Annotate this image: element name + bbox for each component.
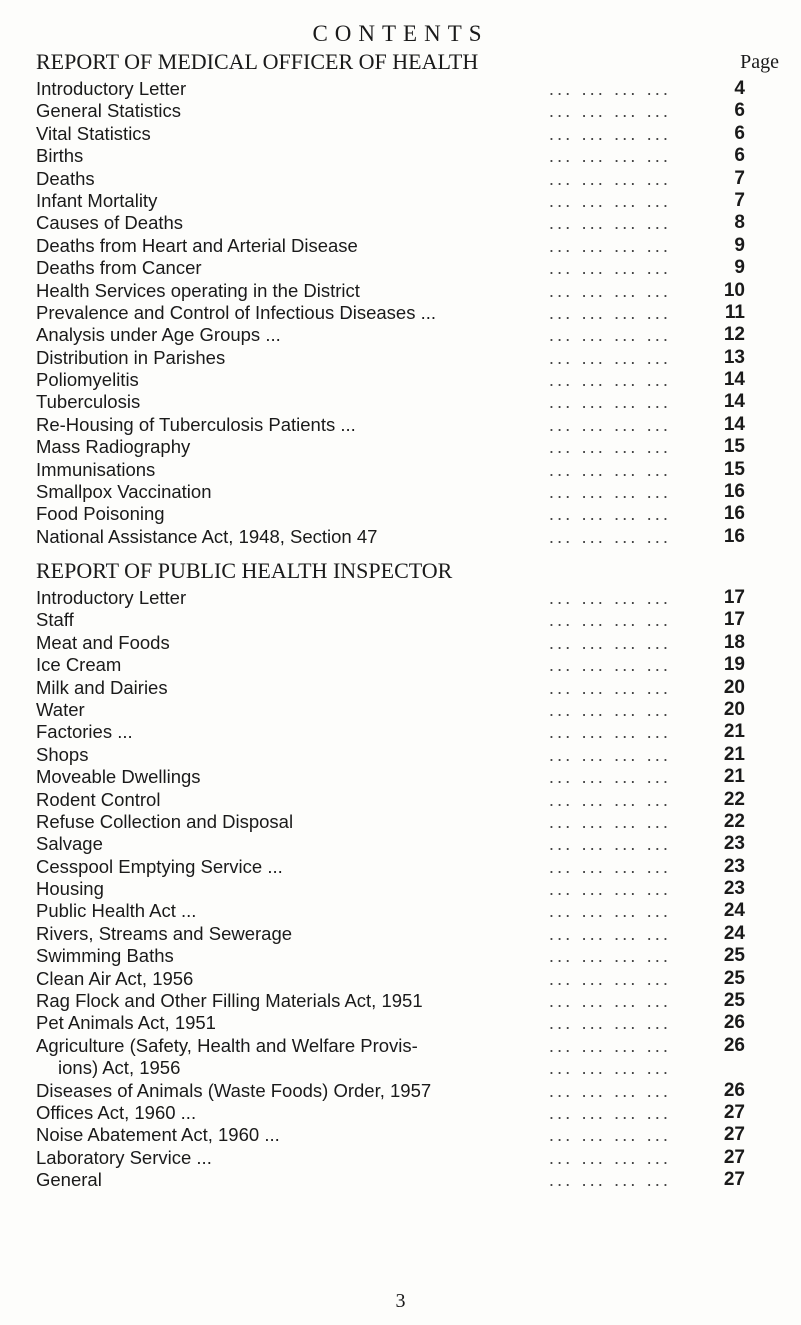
toc-entry: [36, 878, 745, 900]
toc-entry-page-number: 17: [723, 587, 745, 608]
toc-entry-label: Rodent Control: [36, 789, 166, 811]
toc-entry-page-number: 7: [734, 167, 745, 189]
leader-dots: ... ... ... ...: [548, 525, 671, 547]
toc-entry: [36, 413, 745, 436]
toc-entry-label: Refuse Collection and Disposal: [36, 811, 299, 833]
toc-entry-page-number: 16: [723, 525, 745, 547]
toc-entry-page-number: 24: [723, 922, 745, 944]
leader-dots: ... ... ... ...: [548, 788, 671, 810]
toc-entry-page-number: 10: [723, 279, 745, 301]
page-title: CONTENTS: [312, 21, 489, 46]
leader-dots: ... ... ... ...: [548, 1079, 671, 1101]
toc-entry: [36, 301, 745, 324]
public-health-inspector-entries: [36, 587, 745, 1192]
leader-dots: ... ... ... ...: [548, 1034, 671, 1056]
toc-entry-page-number: 6: [734, 122, 745, 144]
toc-entry: [36, 324, 745, 346]
toc-entry: [36, 481, 745, 503]
toc-entry: [36, 743, 745, 766]
toc-entry: [36, 631, 745, 654]
toc-entry: [36, 1012, 745, 1034]
toc-entry-page-number: 27: [723, 1169, 745, 1191]
leader-dots: ... ... ... ...: [548, 1146, 671, 1168]
toc-entry: [36, 458, 745, 481]
toc-entry-page-number: 23: [723, 855, 745, 877]
toc-entry: [36, 609, 745, 631]
toc-entry-page-number: 22: [723, 788, 745, 810]
toc-entry-page-number: 25: [723, 990, 745, 1012]
toc-entry-label: Swimming Baths: [36, 945, 180, 967]
toc-entry-label: Rag Flock and Other Filling Materials Act, 1951: [36, 990, 429, 1012]
toc-entry: [36, 212, 745, 234]
toc-entry: [36, 810, 745, 833]
toc-entry-page-number: 25: [723, 945, 745, 967]
toc-entry-page-number: 26: [723, 1034, 745, 1056]
leader-dots: ... ... ... ...: [548, 346, 671, 368]
toc-entry: [36, 279, 745, 302]
toc-entry: [36, 855, 745, 878]
toc-entry-label: Salvage: [36, 833, 109, 855]
toc-entry: [36, 654, 745, 676]
toc-entry-page-number: 27: [723, 1146, 745, 1168]
leader-dots: ... ... ... ...: [548, 878, 671, 900]
toc-entry-label: Vital Statistics: [36, 123, 157, 145]
toc-entry-page-number: 27: [723, 1124, 745, 1146]
toc-entry: [36, 1034, 745, 1057]
toc-entry-page-number: 9: [734, 257, 745, 279]
toc-entry-label: Introductory Letter: [36, 587, 192, 609]
toc-entry: [36, 900, 745, 922]
leader-dots: ... ... ... ...: [548, 654, 671, 676]
toc-entry-label: Ice Cream: [36, 654, 127, 676]
toc-entry: [36, 766, 745, 788]
toc-entry-page-number: 12: [723, 324, 745, 346]
toc-entry-label: Analysis under Age Groups ...: [36, 324, 287, 346]
toc-entry-label: Meat and Foods: [36, 632, 176, 654]
toc-entry: [36, 346, 745, 369]
toc-entry: [36, 78, 745, 100]
toc-entry-label: Offices Act, 1960 ...: [36, 1102, 202, 1124]
toc-entry-label: Clean Air Act, 1956: [36, 968, 199, 990]
toc-entry: [36, 698, 745, 721]
leader-dots: ... ... ... ...: [548, 391, 671, 413]
toc-entry: [36, 257, 745, 279]
toc-entry-page-number: 14: [723, 391, 745, 413]
toc-entry: [36, 788, 745, 811]
toc-entry-label: General: [36, 1169, 108, 1191]
toc-entry-label: Distribution in Parishes: [36, 347, 231, 369]
toc-entry: [36, 100, 745, 122]
toc-entry-page-number: 24: [723, 900, 745, 922]
toc-entry-label: Food Poisoning: [36, 503, 171, 525]
toc-entry: [36, 525, 745, 548]
toc-entry-label: Rivers, Streams and Sewerage: [36, 923, 298, 945]
toc-entry-label: General Statistics: [36, 100, 187, 122]
leader-dots: ... ... ... ...: [548, 698, 671, 720]
toc-entry: [36, 1169, 745, 1191]
toc-entry-label: Agriculture (Safety, Health and Welfare Provis-: [36, 1035, 424, 1057]
toc-entry-label: Laboratory Service ...: [36, 1147, 218, 1169]
toc-entry-page-number: 20: [723, 676, 745, 698]
toc-entry-page-number: 15: [723, 458, 745, 480]
toc-entry-label: Public Health Act ...: [36, 900, 202, 922]
toc-entry-page-number: 14: [723, 369, 745, 391]
toc-entry: [36, 1146, 745, 1169]
toc-entry: [36, 1101, 745, 1124]
leader-dots: ... ... ... ...: [548, 458, 671, 480]
toc-entry: [36, 990, 745, 1012]
toc-entry-page-number: 13: [723, 346, 745, 368]
toc-entry-page-number: 8: [734, 212, 745, 234]
toc-entry-page-number: 26: [723, 1012, 745, 1034]
toc-entry-page-number: 21: [723, 721, 745, 743]
toc-entry-page-number: 4: [734, 78, 745, 99]
toc-entry: [36, 145, 745, 167]
toc-entry-label: Deaths: [36, 168, 101, 190]
toc-entry-label: Infant Mortality: [36, 190, 163, 212]
toc-entry-label: Prevalence and Control of Infectious Diseases ...: [36, 302, 442, 324]
toc-entry-label: ions) Act, 1956: [58, 1057, 186, 1079]
toc-entry: [36, 1057, 741, 1079]
leader-dots: ... ... ... ...: [548, 743, 671, 765]
toc-entry-label: Staff: [36, 609, 80, 631]
toc-entry-page-number: 6: [734, 100, 745, 122]
toc-entry-label: Introductory Letter: [36, 78, 192, 100]
leader-dots: ... ... ... ...: [548, 833, 671, 855]
toc-entry-label: Births: [36, 145, 89, 167]
toc-entry: [36, 436, 745, 458]
toc-entry-label: Health Services operating in the District: [36, 280, 366, 302]
page-column-label: Page: [740, 51, 779, 73]
leader-dots: ... ... ... ...: [548, 967, 671, 989]
toc-entry: [36, 503, 745, 525]
toc-entry-page-number: 6: [734, 145, 745, 167]
toc-entry-label: Cesspool Emptying Service ...: [36, 856, 289, 878]
toc-entry: [36, 1124, 745, 1146]
footer-page-number: 3: [395, 1290, 406, 1312]
toc-entry-page-number: 16: [723, 481, 745, 503]
leader-dots: ... ... ... ...: [548, 234, 671, 256]
toc-entry-page-number: 21: [723, 743, 745, 765]
leader-dots: ... ... ... ...: [548, 609, 671, 631]
leader-dots: ... ... ... ...: [548, 1057, 671, 1079]
toc-entry-page-number: 7: [734, 189, 745, 211]
leader-dots: ... ... ... ...: [548, 189, 671, 211]
toc-entry-label: Milk and Dairies: [36, 677, 174, 699]
toc-entry-page-number: 17: [723, 609, 745, 631]
toc-entry: [36, 189, 745, 212]
toc-entry-label: Moveable Dwellings: [36, 766, 207, 788]
toc-entry: [36, 391, 745, 413]
leader-dots: ... ... ... ...: [548, 100, 671, 122]
toc-entry-label: Poliomyelitis: [36, 369, 145, 391]
leader-dots: ... ... ... ...: [548, 1124, 671, 1146]
leader-dots: ... ... ... ...: [548, 436, 671, 458]
toc-entry: [36, 234, 745, 257]
toc-entry-page-number: 25: [723, 967, 745, 989]
leader-dots: ... ... ... ...: [548, 167, 671, 189]
toc-entry-page-number: 18: [723, 631, 745, 653]
toc-entry-page-number: 27: [723, 1101, 745, 1123]
leader-dots: ... ... ... ...: [548, 122, 671, 144]
leader-dots: ... ... ... ...: [548, 78, 671, 99]
toc-entry-label: Re-Housing of Tuberculosis Patients ...: [36, 414, 362, 436]
leader-dots: ... ... ... ...: [548, 413, 671, 435]
leader-dots: ... ... ... ...: [548, 503, 671, 525]
leader-dots: ... ... ... ...: [548, 587, 671, 608]
toc-entry-label: Diseases of Animals (Waste Foods) Order, 1957: [36, 1080, 437, 1102]
toc-entry-label: Immunisations: [36, 459, 161, 481]
toc-entry-page-number: 21: [723, 766, 745, 788]
leader-dots: ... ... ... ...: [548, 212, 671, 234]
toc-entry: [36, 922, 745, 945]
toc-entry: [36, 122, 745, 145]
toc-entry-page-number: 11: [724, 301, 745, 323]
leader-dots: ... ... ... ...: [548, 257, 671, 279]
leader-dots: ... ... ... ...: [548, 766, 671, 788]
leader-dots: ... ... ... ...: [548, 324, 671, 346]
toc-entry-label: Deaths from Heart and Arterial Disease: [36, 235, 364, 257]
leader-dots: ... ... ... ...: [548, 1169, 671, 1191]
leader-dots: ... ... ... ...: [548, 922, 671, 944]
toc-entry: [36, 167, 745, 190]
toc-entry-page-number: 26: [723, 1079, 745, 1101]
toc-entry-page-number: 16: [723, 503, 745, 525]
toc-entry: [36, 1079, 745, 1102]
leader-dots: ... ... ... ...: [548, 810, 671, 832]
toc-entry-page-number: 20: [723, 698, 745, 720]
toc-entry-label: Pet Animals Act, 1951: [36, 1012, 222, 1034]
medical-officer-entries: [36, 78, 745, 548]
toc-entry-page-number: 23: [723, 878, 745, 900]
leader-dots: ... ... ... ...: [548, 301, 671, 323]
toc-entry-page-number: 22: [723, 810, 745, 832]
leader-dots: ... ... ... ...: [548, 1101, 671, 1123]
toc-entry-label: Tuberculosis: [36, 391, 146, 413]
leader-dots: ... ... ... ...: [548, 1012, 671, 1034]
toc-entry-label: Smallpox Vaccination: [36, 481, 218, 503]
toc-entry-label: Mass Radiography: [36, 436, 196, 458]
toc-entry-page-number: 9: [734, 234, 745, 256]
toc-entry: [36, 369, 745, 391]
toc-entry-page-number: 14: [723, 413, 745, 435]
toc-entry-label: Factories ...: [36, 721, 139, 743]
leader-dots: ... ... ... ...: [548, 279, 671, 301]
toc-entry: [36, 587, 745, 609]
leader-dots: ... ... ... ...: [548, 990, 671, 1012]
leader-dots: ... ... ... ...: [548, 721, 671, 743]
toc-entry: [36, 967, 745, 990]
toc-entry-label: National Assistance Act, 1948, Section 47: [36, 526, 383, 548]
toc-entry-page-number: 19: [723, 654, 745, 676]
toc-entry-label: Causes of Deaths: [36, 212, 189, 234]
toc-entry-label: Noise Abatement Act, 1960 ...: [36, 1124, 286, 1146]
toc-entry-label: Housing: [36, 878, 110, 900]
section-heading-medical-officer: REPORT OF MEDICAL OFFICER OF HEALTH: [36, 49, 479, 74]
leader-dots: ... ... ... ...: [548, 369, 671, 391]
section-heading-public-health-inspector: REPORT OF PUBLIC HEALTH INSPECTOR: [36, 558, 453, 583]
toc-entry-label: Water: [36, 699, 91, 721]
toc-entry: [36, 676, 745, 699]
toc-entry-label: Deaths from Cancer: [36, 257, 208, 279]
leader-dots: ... ... ... ...: [548, 631, 671, 653]
leader-dots: ... ... ... ...: [548, 145, 671, 167]
toc-entry-label: Shops: [36, 744, 94, 766]
leader-dots: ... ... ... ...: [548, 676, 671, 698]
toc-entry: [36, 721, 745, 743]
toc-entry-page-number: 23: [723, 833, 745, 855]
toc-entry: [36, 833, 745, 855]
leader-dots: ... ... ... ...: [548, 855, 671, 877]
toc-entry-page-number: 15: [723, 436, 745, 458]
leader-dots: ... ... ... ...: [548, 481, 671, 503]
toc-entry: [36, 945, 745, 967]
leader-dots: ... ... ... ...: [548, 945, 671, 967]
leader-dots: ... ... ... ...: [548, 900, 671, 922]
